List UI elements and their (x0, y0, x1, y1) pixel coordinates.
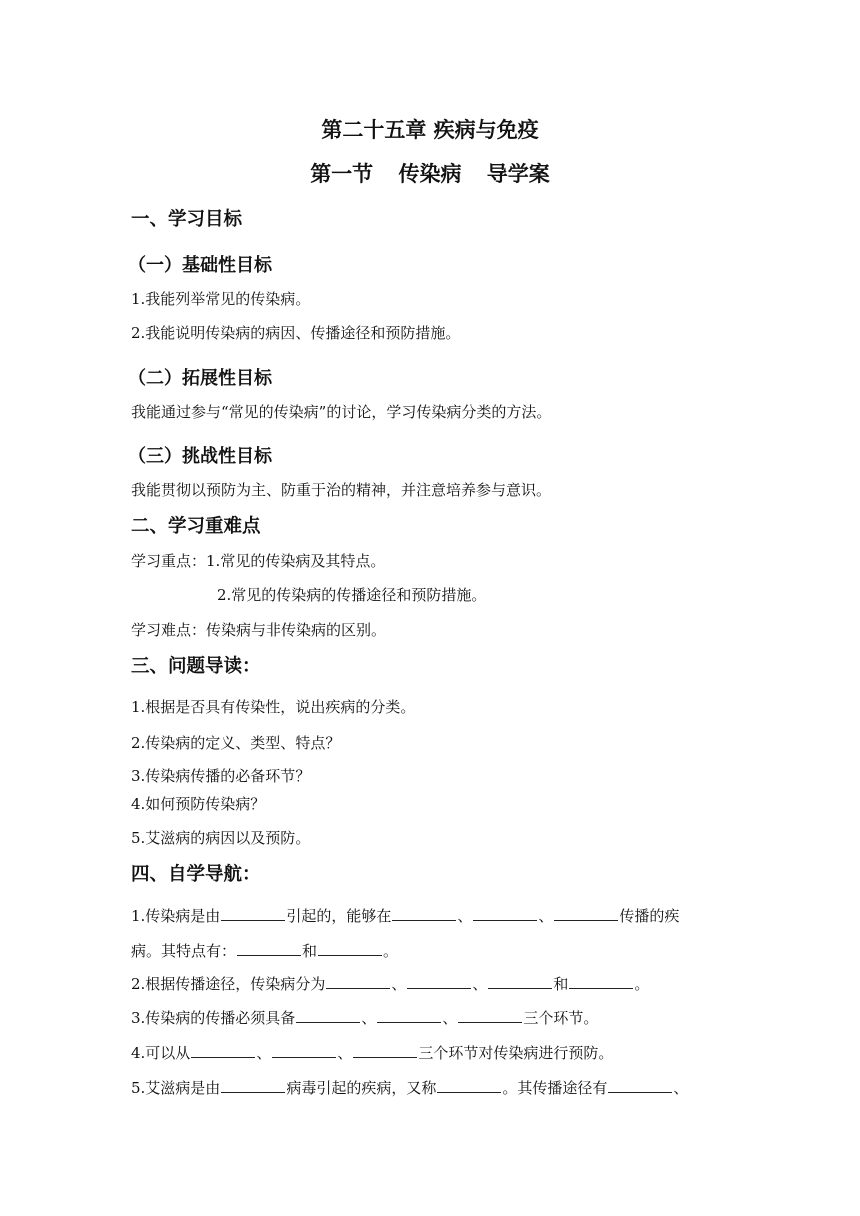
fill-question-3 (131, 1007, 598, 1028)
fill-blank[interactable] (237, 954, 301, 956)
fill-question-1-continued (131, 940, 398, 961)
question-item: 2.传染病的定义、类型、特点？ (131, 734, 341, 752)
separator: 、 (337, 1044, 353, 1062)
question-item: 4.如何预防传染病？ (131, 795, 266, 813)
separator: 、 (457, 907, 473, 925)
fill-blank[interactable] (272, 1056, 336, 1058)
separator: 、 (361, 1009, 377, 1027)
section-heading-self-study: 四、自学导航： (131, 864, 261, 885)
fill-blank[interactable] (458, 1021, 522, 1023)
key-point-item: 2.常见的传染病的传播途径和预防措施。 (217, 586, 487, 604)
fill-blank[interactable] (488, 987, 552, 989)
fill-question-5 (131, 1077, 688, 1098)
extended-goal-heading: （二）拓展性目标 (128, 368, 272, 389)
separator: 、 (256, 1044, 272, 1062)
key-point-item: 1.常见的传染病及其特点。 (206, 552, 386, 570)
fill-blank[interactable] (296, 1021, 360, 1023)
period: 。 (634, 975, 650, 993)
question-text: 三个环节。 (523, 1009, 599, 1027)
question-text: 。其传播途径有 (502, 1079, 608, 1097)
fill-blank[interactable] (437, 1091, 501, 1093)
question-text: 4.可以从 (131, 1044, 191, 1062)
difficult-point-text: 传染病与非传染病的区别。 (206, 621, 387, 639)
section-title: 第一节 传染病 导学案 (310, 162, 550, 186)
fill-blank[interactable] (318, 954, 382, 956)
question-text: 引起的，能够在 (286, 907, 392, 925)
question-text: 2.根据传播途径，传染病分为 (131, 975, 326, 993)
fill-question-4 (131, 1042, 613, 1063)
section-heading-goals: 一、学习目标 (131, 209, 243, 230)
chapter-title: 第二十五章 疾病与免疫 (321, 118, 539, 142)
basic-goal-item: 1.我能列举常见的传染病。 (131, 290, 311, 308)
challenge-goal-text: 我能贯彻以预防为主、防重于治的精神，并注意培养参与意识。 (131, 481, 552, 499)
connector-text: 和 (302, 942, 318, 960)
fill-blank[interactable] (326, 987, 390, 989)
basic-goal-item: 2.我能说明传染病的病因、传播途径和预防措施。 (131, 324, 461, 342)
fill-blank[interactable] (569, 987, 633, 989)
period: 。 (383, 942, 399, 960)
question-text: 三个环节对传染病进行预防。 (418, 1044, 614, 1062)
fill-blank[interactable] (608, 1091, 672, 1093)
fill-blank[interactable] (377, 1021, 441, 1023)
question-item: 5.艾滋病的病因以及预防。 (131, 829, 311, 847)
separator: 、 (391, 975, 407, 993)
key-points-label: 学习重点： (131, 552, 207, 570)
separator: 、 (442, 1009, 458, 1027)
separator: 、 (673, 1079, 689, 1097)
question-item: 1.根据是否具有传染性，说出疾病的分类。 (131, 698, 416, 716)
extended-goal-text: 我能通过参与“常见的传染病”的讨论，学习传染病分类的方法。 (131, 403, 552, 421)
connector-text: 和 (553, 975, 569, 993)
fill-blank[interactable] (473, 919, 537, 921)
question-text: 3.传染病的传播必须具备 (131, 1009, 296, 1027)
question-text: 病。其特点有： (131, 942, 237, 960)
fill-blank[interactable] (353, 1056, 417, 1058)
separator: 、 (538, 907, 554, 925)
difficult-points-line (131, 619, 386, 640)
fill-blank[interactable] (221, 1091, 285, 1093)
question-text: 病毒引起的疾病，又称 (286, 1079, 437, 1097)
question-text: 1.传染病是由 (131, 907, 221, 925)
fill-question-2 (131, 973, 649, 994)
fill-question-1 (131, 905, 679, 926)
separator: 、 (472, 975, 488, 993)
fill-blank[interactable] (221, 919, 285, 921)
fill-blank[interactable] (554, 919, 618, 921)
question-text: 传播的疾 (619, 907, 680, 925)
fill-blank[interactable] (392, 919, 456, 921)
section-heading-questions: 三、问题导读： (131, 656, 261, 677)
basic-goal-heading: （一）基础性目标 (128, 255, 272, 276)
challenge-goal-heading: （三）挑战性目标 (128, 446, 272, 467)
question-item: 3.传染病传播的必备环节？ (131, 767, 311, 785)
question-text: 5.艾滋病是由 (131, 1079, 221, 1097)
key-points-line (131, 550, 385, 571)
section-heading-key-points: 二、学习重难点 (131, 516, 261, 537)
fill-blank[interactable] (407, 987, 471, 989)
difficult-points-label: 学习难点： (131, 621, 207, 639)
fill-blank[interactable] (191, 1056, 255, 1058)
